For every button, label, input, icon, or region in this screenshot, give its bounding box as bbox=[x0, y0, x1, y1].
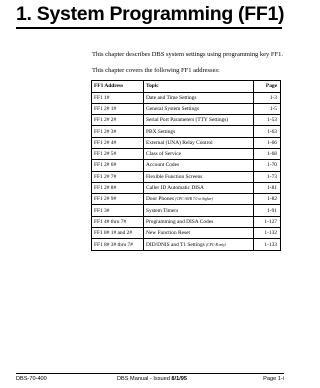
row-topic-text: Door Phones bbox=[146, 196, 175, 203]
row-topic bbox=[144, 194, 254, 205]
table-row bbox=[92, 182, 281, 193]
row-page: 1-53 bbox=[254, 115, 281, 126]
row-address: FF1 8# 1# and 2# bbox=[92, 228, 144, 239]
intro-paragraph-1: This chapter describes DBS system settings using programming key FF1. bbox=[92, 51, 284, 58]
row-page: 1-81 bbox=[254, 182, 281, 193]
row-page: 1-127 bbox=[254, 216, 281, 227]
ff1-address-table bbox=[91, 80, 281, 251]
row-topic-text: Date and Time Settings bbox=[146, 94, 197, 101]
row-topic bbox=[144, 171, 254, 182]
row-address: FF1 4# thru 7# bbox=[92, 216, 144, 227]
row-topic-note: (CPC-B only) bbox=[206, 242, 226, 247]
row-address: FF1 2# 7# bbox=[92, 171, 144, 182]
row-topic-text: Caller ID Automatic DISA bbox=[146, 185, 204, 192]
table-row bbox=[92, 205, 281, 216]
header-address: FF1 Address bbox=[92, 81, 144, 93]
table-row bbox=[92, 160, 281, 171]
row-topic-text: External (UNA) Relay Control bbox=[146, 139, 213, 146]
row-topic-text: DID/DNIS and T1 Settings bbox=[146, 241, 205, 248]
row-page: 1-3 bbox=[254, 92, 281, 103]
row-address: FF1 2# 9# bbox=[92, 194, 144, 205]
footer-issue bbox=[117, 376, 187, 382]
table-row bbox=[92, 228, 281, 239]
row-address: FF1 3# bbox=[92, 205, 144, 216]
footer-page-label: Page bbox=[263, 376, 277, 382]
row-address: FF1 2# 4# bbox=[92, 137, 144, 148]
table-row bbox=[92, 216, 281, 227]
header-page: Page bbox=[254, 81, 281, 93]
row-topic bbox=[144, 239, 254, 250]
row-topic-text: General System Settings bbox=[146, 105, 200, 112]
footer-issue-text: DBS Manual - Issued bbox=[117, 376, 170, 382]
row-page: 1-63 bbox=[254, 126, 281, 137]
row-topic bbox=[144, 92, 254, 103]
row-page: 1-66 bbox=[254, 137, 281, 148]
row-topic bbox=[144, 205, 254, 216]
row-topic-text: Serial Port Parameters (TTY Settings) bbox=[146, 117, 229, 124]
table-row bbox=[92, 194, 281, 205]
footer-doc-number: DBS-70-400 bbox=[16, 376, 47, 382]
row-topic bbox=[144, 137, 254, 148]
row-topic bbox=[144, 160, 254, 171]
row-topic bbox=[144, 126, 254, 137]
row-topic bbox=[144, 228, 254, 239]
table-row bbox=[92, 171, 281, 182]
table-row bbox=[92, 137, 281, 148]
row-topic-text: System Timers bbox=[146, 207, 179, 214]
table-row bbox=[92, 126, 281, 137]
row-address: FF1 2# 2# bbox=[92, 115, 144, 126]
row-address: FF1 2# 6# bbox=[92, 160, 144, 171]
row-page: 1-133 bbox=[254, 239, 281, 250]
table-row bbox=[92, 148, 281, 159]
chapter-title: 1. System Programming (FF1) bbox=[16, 3, 285, 25]
table-row bbox=[92, 92, 281, 103]
row-topic-text: Account Codes bbox=[146, 162, 180, 169]
row-topic-note: (CPC-AS/B 7.0 or higher) bbox=[175, 197, 213, 202]
row-topic bbox=[144, 182, 254, 193]
row-page: 1-91 bbox=[254, 205, 281, 216]
table-header-row bbox=[92, 81, 281, 93]
row-address: FF1 1# bbox=[92, 92, 144, 103]
row-page: 1-73 bbox=[254, 171, 281, 182]
row-page: 1-5 bbox=[254, 103, 281, 114]
row-topic bbox=[144, 148, 254, 159]
row-address: FF1 2# 8# bbox=[92, 182, 144, 193]
footer-issue-date: 8/1/95 bbox=[171, 376, 187, 382]
header-topic: Topic bbox=[144, 81, 254, 93]
row-page: 1-70 bbox=[254, 160, 281, 171]
row-page: 1-68 bbox=[254, 148, 281, 159]
footer-rule bbox=[16, 373, 284, 374]
footer-page-number: 1-i bbox=[277, 376, 284, 382]
row-topic bbox=[144, 115, 254, 126]
footer-page bbox=[263, 376, 284, 382]
row-topic-text: New Function Reset bbox=[146, 230, 191, 237]
table-row bbox=[92, 103, 281, 114]
intro-paragraph-2: This chapter covers the following FF1 addresses: bbox=[92, 67, 220, 74]
row-topic-text: Class of Service bbox=[146, 151, 182, 158]
row-topic-text: Flexible Function Screens bbox=[146, 173, 203, 180]
row-page: 1-82 bbox=[254, 194, 281, 205]
row-address: FF1 2# 3# bbox=[92, 126, 144, 137]
table-row bbox=[92, 115, 281, 126]
row-topic bbox=[144, 103, 254, 114]
row-topic bbox=[144, 216, 254, 227]
row-address: FF1 2# 1# bbox=[92, 103, 144, 114]
title-underline bbox=[16, 27, 282, 29]
row-page: 1-132 bbox=[254, 228, 281, 239]
row-topic-text: PBX Settings bbox=[146, 128, 176, 135]
table-row bbox=[92, 239, 281, 250]
row-topic-text: Programming and DISA Codes bbox=[146, 218, 214, 225]
row-address: FF1 8# 3# thru 7# bbox=[92, 239, 144, 250]
row-address: FF1 2# 5# bbox=[92, 148, 144, 159]
